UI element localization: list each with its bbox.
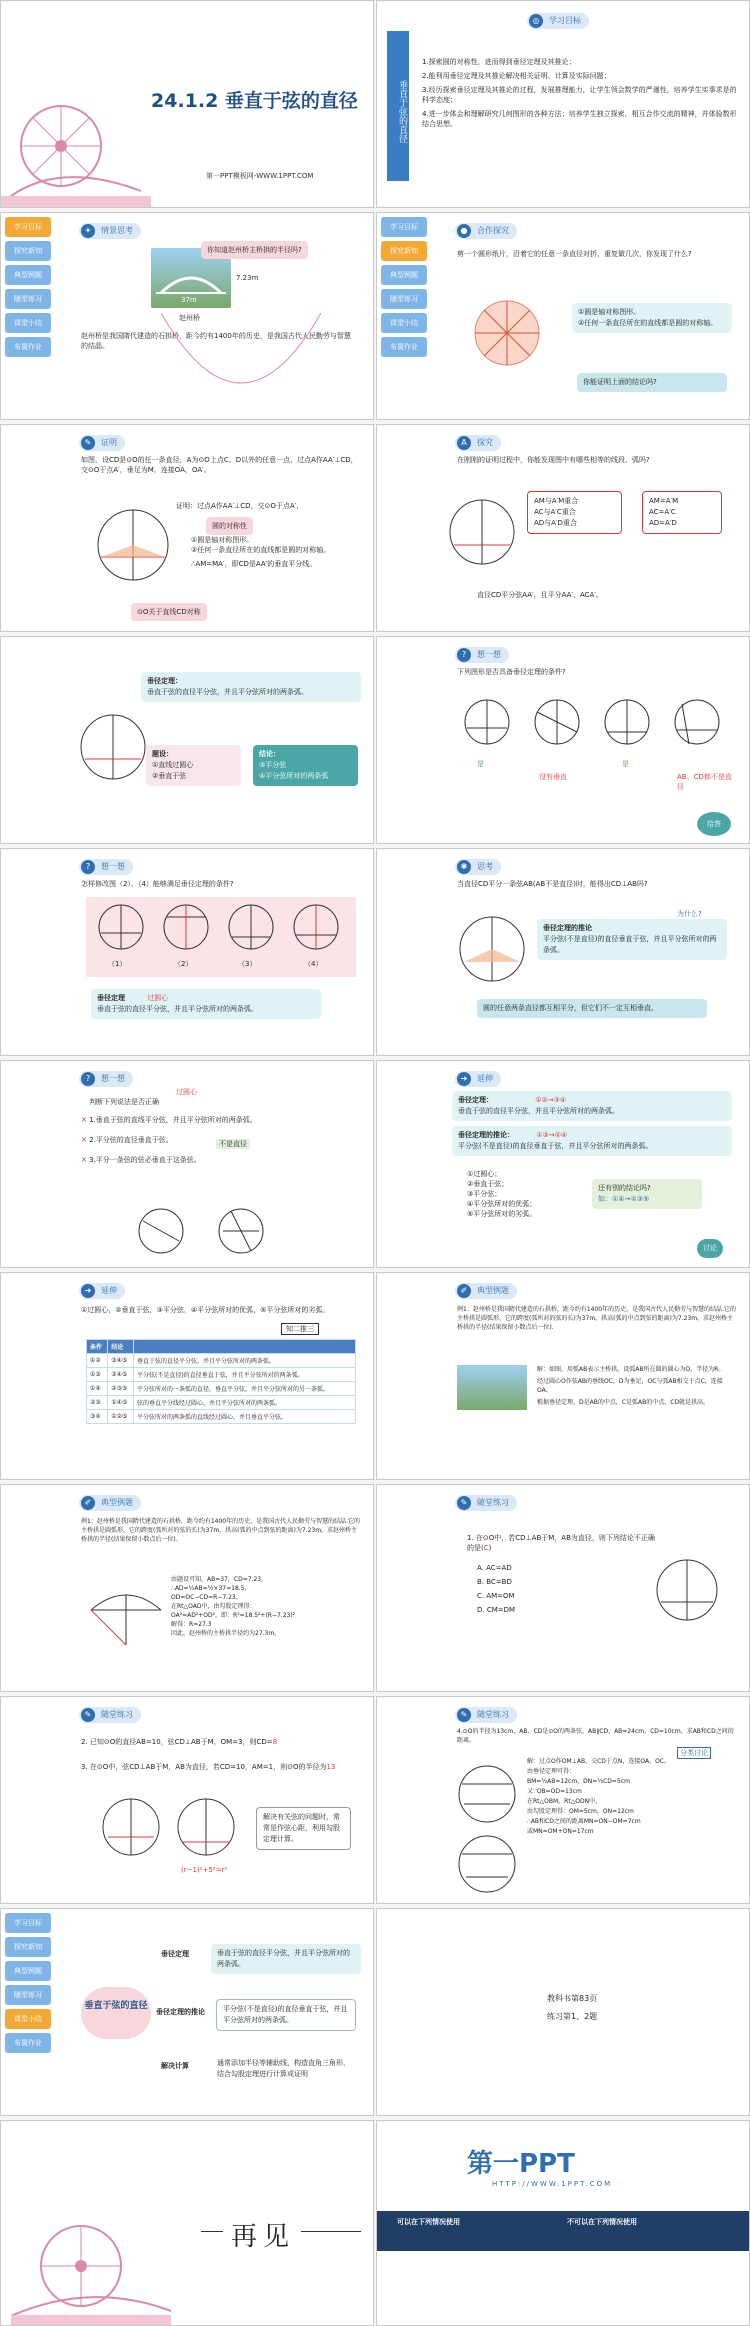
q3-answer: 13 xyxy=(326,1763,336,1771)
slide-14-example[interactable] xyxy=(376,1272,750,1480)
fig-label-4: （4） xyxy=(304,960,323,968)
cond-1: ①直线过圆心 xyxy=(152,761,194,769)
corollary-footer: 圆的任意两条直径都互相平分，但它们不一定互相垂直。 xyxy=(477,999,707,1018)
book-icon: ✐ xyxy=(457,1284,471,1298)
bridge-caption: 赵州桥 xyxy=(179,314,200,322)
extend-t1-tag: ①②→③④ xyxy=(535,1096,567,1104)
conditions-box xyxy=(146,745,241,786)
extend-list-2: ②垂直于弦； xyxy=(467,1180,509,1188)
extend-theorem-1 xyxy=(452,1091,732,1121)
extend-icon: ➜ xyxy=(81,1284,95,1298)
table-row: ①② ③④⑤ 垂直于弦的直径平分弦，并且平分弦所对的两条弧。 xyxy=(87,1354,356,1368)
option-d[interactable]: D. CM=DM xyxy=(477,1606,516,1614)
wrong-mark-icon: ✕ xyxy=(81,1156,87,1164)
theorem-title: 垂径定理： xyxy=(147,677,182,685)
explore-conclusion: 直径CD平分弦AA′，且平分AA′、ACA′。 xyxy=(477,591,603,599)
table-row: ②③ ①④⑤ 弦的垂直平分线经过圆心，并且平分弦所对的两条弧。 xyxy=(87,1396,356,1410)
judge-highlight: 过圆心 xyxy=(176,1088,197,1096)
step-4: 在Rt△OAD中，由勾股定理得： xyxy=(171,1603,256,1610)
slide-21-goodbye[interactable] xyxy=(0,2120,374,2326)
option-b[interactable]: B. BC=BD xyxy=(477,1578,512,1586)
pencil-icon: ✎ xyxy=(457,1496,471,1510)
extend-t1-title: 垂径定理： xyxy=(458,1096,493,1104)
sol-line-2: 由垂径定理可得： xyxy=(527,1768,576,1775)
slide-8-think[interactable] xyxy=(376,636,750,844)
slide-1-title[interactable] xyxy=(0,0,374,208)
goal-badge: ◎ 学习目标 xyxy=(527,13,589,29)
modify-highlight: 过圆心 xyxy=(147,994,169,1002)
reply-tag: 给答 xyxy=(697,812,731,836)
slide-6-explore[interactable] xyxy=(376,424,750,632)
nav-item-summary[interactable]: 课堂小结 xyxy=(381,313,427,333)
extend-list-4: ④平分弦所对的优弧； xyxy=(467,1200,537,1208)
height-label: 7.23m xyxy=(236,274,259,282)
results-box xyxy=(253,745,358,786)
conclusion-table xyxy=(86,1339,356,1424)
table-badge: ➜ 延伸 xyxy=(79,1283,125,1299)
branch-3-title: 解决计算 xyxy=(161,2062,189,2070)
equal-3: AD=A′D xyxy=(649,519,677,527)
practice-badge: ✎ 随堂练习 xyxy=(455,1495,517,1511)
modify-theorem xyxy=(91,989,321,1019)
slide-19-summary[interactable] xyxy=(0,1908,374,2116)
judge-item-2: ✕ 2.平分弦的直径垂直于弦。 xyxy=(81,1136,173,1144)
judge-circles xyxy=(131,1201,281,1261)
nav-item-goals[interactable]: 学习目标 xyxy=(5,217,51,237)
classify-tag: 分类讨论 xyxy=(677,1747,711,1759)
extend-list-5: ⑤平分弦所对的劣弧。 xyxy=(467,1210,537,1218)
equality-list xyxy=(642,491,722,534)
fig-label-3: （3） xyxy=(238,960,257,968)
answer-4: AB、CD都不是直径 xyxy=(677,773,732,791)
practice-answer: C xyxy=(483,1544,489,1552)
step-7: 因此，赵州桥的主桥拱半径约为27.3m。 xyxy=(171,1630,281,1637)
modify-text: 怎样修改图（2）、（4）能够满足垂径定理的条件? xyxy=(81,880,234,888)
practice2-formula: (r−1)²+5²=r² xyxy=(181,1866,228,1874)
finding-1: ①圆是轴对称图形。 xyxy=(578,308,641,316)
homework-line-2: 练习第1、2题 xyxy=(547,2012,598,2021)
example-badge: ✐ 典型例题 xyxy=(455,1283,517,1299)
nav-item-homework[interactable]: 布置作业 xyxy=(5,337,51,357)
nav-item-homework[interactable]: 布置作业 xyxy=(381,337,427,357)
slide-10-corollary[interactable] xyxy=(376,848,750,1056)
not-diameter-tag: 不是直径 xyxy=(216,1139,250,1149)
practice-circle-diagram xyxy=(647,1550,727,1630)
table-head-cond: 条件 xyxy=(87,1340,108,1354)
sol-line-6: 由勾股定理得：OM=5cm，ON=12cm xyxy=(527,1808,634,1815)
nav-item-practice[interactable]: 随堂练习 xyxy=(5,1985,51,2005)
findings-box xyxy=(572,303,732,333)
pencil-icon: ✎ xyxy=(81,1708,95,1722)
sol-line-7: ∴AB和CD之间的距离MN=ON−OM=7cm xyxy=(527,1818,641,1825)
think-badge: ? 想一想 xyxy=(455,647,509,663)
table-row: ③④ ①②⑤ 平分弦所对的两条弧的直线经过圆心，并且垂直平分弦。 xyxy=(87,1410,356,1424)
extend-t2-title: 垂径定理的推论： xyxy=(458,1131,514,1139)
extend-list xyxy=(467,1169,536,1219)
slide-7-theorem[interactable] xyxy=(0,636,374,844)
cond-2: ②垂直于弦 xyxy=(152,772,187,780)
extend-list-1: ①过圆心； xyxy=(467,1170,502,1178)
answer-line-1: 解：如图，用弧AB表示主桥拱，设弧AB所在圆的圆心为O，半径为R。 xyxy=(537,1366,725,1373)
nav-item-explore[interactable]: 探究新知 xyxy=(381,241,427,261)
res-title: 结论： xyxy=(259,750,280,758)
step-6: 解得：R≈27.3 xyxy=(171,1621,212,1628)
site-caption: 第一PPT模板网-WWW.1PPT.COM xyxy=(206,172,314,180)
folded-circle-diagram xyxy=(467,293,547,373)
example-text: 例1：赵州桥是我国隋代建造的石拱桥，距今约有1400年的历史，是我国古代人民勤劳与智慧的结晶.它的主桥拱是圆弧形，它的跨度(弧所对的弦的长)为37m，拱高(弧的中点到弦的距离)为7.23m，求赵州桥主桥拱的半径(结果保留小数点后一位). xyxy=(457,1306,736,1331)
discuss-tag: 讨论 xyxy=(697,1239,723,1258)
goal-2: 2.能利用垂径定理及其推论解决相关证明、计算及实际问题； xyxy=(422,72,611,80)
practice2-q2: 2. 已知⊙O的直径AB=10，弦CD⊥AB于M，OM=3，则CD=8 xyxy=(81,1738,278,1746)
slide-20-homework[interactable] xyxy=(376,1908,750,2116)
practice2-badge: ✎ 随堂练习 xyxy=(79,1707,141,1723)
option-a[interactable]: A. AC=AD xyxy=(477,1564,512,1572)
finding-2: ②任何一条直径所在的直线都是圆的对称轴。 xyxy=(578,319,718,327)
extend-list-3: ③平分弦； xyxy=(467,1190,502,1198)
overlap-1: AM与A′M重合 xyxy=(534,497,579,505)
extend-icon: ➜ xyxy=(457,1072,471,1086)
claim-1: ①圆是轴对称图形。 xyxy=(191,536,254,544)
table-row: ①④ ②③⑤ 平分弦所对的一条弧的直径，垂直平分弦，并且平分弦所对的另一条弧。 xyxy=(87,1382,356,1396)
scenario-text: 赵州桥是我国隋代建造的石拱桥，距今约有1400年的历史，是我国古代人民勤劳与智慧的结晶。 xyxy=(81,332,351,350)
sol-line-4: 又∵OB=OD=13cm xyxy=(527,1788,582,1795)
sol-line-8: 或MN=OM+ON=17cm xyxy=(527,1828,594,1835)
overlap-3: AD与A′D重合 xyxy=(534,519,577,527)
question-icon: ? xyxy=(81,1072,95,1086)
why-label: 为什么? xyxy=(677,910,702,918)
goal-3: 3.经历探索垂径定理及其推论的过程，发展推理能力，让学生领会数学的严谨性，培养学生实事求是的科学态度； xyxy=(422,86,737,104)
slide-18-practice3[interactable] xyxy=(376,1696,750,1904)
divider-left xyxy=(201,2231,223,2232)
step-5: OA²=AD²+OD²，即：R²=18.5²+(R−7.23)² xyxy=(171,1612,296,1619)
extend-t2-body: 平分弦(不是直径)的直径垂直于弦，并且平分弦所对的两条弧。 xyxy=(458,1142,653,1150)
proof-badge: ✎ 证明 xyxy=(79,435,125,451)
nav-item-examples[interactable]: 典型例题 xyxy=(5,265,51,285)
practice2-q3: 3. 在⊙O中，弦CD⊥AB于M，AB为直径，若CD=10，AM=1，则⊙O的半径为13 xyxy=(81,1763,336,1771)
step-2: ∴AD=½AB=½×37=18.5， xyxy=(171,1585,251,1592)
nav-item-homework[interactable]: 布置作业 xyxy=(5,2033,51,2053)
target-icon: ◎ xyxy=(529,14,543,28)
judge-badge: ? 想一想 xyxy=(79,1071,133,1087)
slide-17-practice2[interactable] xyxy=(0,1696,374,1904)
judge-item-3: ✕ 3.平分一条弦的弦必垂直于这条弦。 xyxy=(81,1156,201,1164)
goal-4: 4.进一步体会和理解研究几何图形的各种方法；培养学生独立探索，相互合作交流的精神，并体验数形结合思想。 xyxy=(422,110,737,128)
corollary-box xyxy=(537,919,727,960)
corollary-circle-diagram xyxy=(452,904,532,994)
solution-arc-diagram xyxy=(86,1580,166,1650)
group-icon: ● xyxy=(457,224,471,238)
slide-15-solution[interactable] xyxy=(0,1484,374,1692)
ferris-wheel-illustration xyxy=(1,91,151,208)
slide-5-proof[interactable] xyxy=(0,424,374,632)
explore-text: 在刚刚的证明过程中，你能发现图中有哪些相等的线段、弧吗? xyxy=(457,456,650,464)
goal-1: 1.探索圆的对称性，进而得到垂径定理及其推论； xyxy=(422,58,576,66)
prove-question: 你能证明上面的结论吗? xyxy=(577,373,727,392)
corollary-body: 平分弦(不是直径)的直径垂直于弦，并且平分弦所对的两条弧。 xyxy=(543,935,717,954)
res-2: ④平分弦所对的两条弧 xyxy=(259,772,329,780)
proof-claims xyxy=(191,535,361,569)
nav-item-examples[interactable]: 典型例题 xyxy=(5,1961,51,1981)
practice-options xyxy=(477,1563,515,1615)
example-bridge-photo xyxy=(457,1365,527,1410)
equal-1: AM=A′M xyxy=(649,497,679,505)
question-box: 你知道赵州桥主桥拱的半径吗? xyxy=(201,241,308,259)
table-head-res: 结论 xyxy=(108,1340,134,1354)
claim-2: ②任何一条直径所在的直线都是圆的对称轴。 xyxy=(191,546,331,554)
slide-11-judge[interactable] xyxy=(0,1060,374,1268)
symmetry-note: ⊙O关于直线CD对称 xyxy=(131,603,207,621)
lesson-title: 24.1.2 垂直于弦的直径 xyxy=(151,90,358,112)
summary-center: 垂直于弦的直径 xyxy=(81,1987,151,2039)
four-modified-circles xyxy=(86,897,356,957)
branch-2-text: 平分弦(不是直径)的直径垂直于弦，并且平分弦所对的两条弧。 xyxy=(216,1999,356,2031)
solution-steps xyxy=(171,1575,361,1638)
extend-t2-tag: ①③→②④ xyxy=(536,1131,568,1139)
practice3-circles xyxy=(452,1759,522,1899)
modify-badge: ? 想一想 xyxy=(79,859,133,875)
branch-3-text: 通常添加半径等辅助线，构造直角三角形，结合勾股定理进行计算或证明 xyxy=(211,2054,361,2084)
goodbye-ferris-wheel xyxy=(11,2211,171,2326)
answer-3: 是 xyxy=(622,760,629,768)
span-label: 37m xyxy=(181,296,197,304)
practice3-badge: ✎ 随堂练习 xyxy=(455,1707,517,1723)
side-nav xyxy=(5,1913,51,2057)
nav-item-goals[interactable]: 学习目标 xyxy=(381,217,427,237)
question-icon: ? xyxy=(457,648,471,662)
nav-item-goals[interactable]: 学习目标 xyxy=(5,1913,51,1933)
table-list: ①过圆心，②垂直于弦，③平分弦，④平分弦所对的优弧，⑤平分弦所对的劣弧。 xyxy=(81,1306,330,1314)
modify-theorem-body: 垂直于弦的直径平分弦，并且平分弦所对的两条弧。 xyxy=(97,1005,258,1013)
explore-circle-diagram xyxy=(442,487,522,577)
practice2-note: 解决有关弦的问题时，常常是作弦心距，利用勾股定理计算。 xyxy=(256,1807,351,1850)
corollary-badge: ✱ 思考 xyxy=(455,859,501,875)
solution-badge: ✐ 典型例题 xyxy=(79,1495,141,1511)
question-icon: ? xyxy=(81,860,95,874)
example-answer xyxy=(537,1365,737,1407)
practice3-solution xyxy=(527,1757,737,1837)
cond-title: 题设： xyxy=(152,750,173,758)
slide-3-scenario[interactable] xyxy=(0,212,374,420)
equal-2: AC=A′C xyxy=(649,508,676,516)
bulb-icon: ✦ xyxy=(81,224,95,238)
res-1: ③平分弦 xyxy=(259,761,287,769)
nav-item-summary[interactable]: 课堂小结 xyxy=(5,313,51,333)
homework-line-1: 教科书第83页 xyxy=(547,1994,598,2003)
slide-13-table[interactable] xyxy=(0,1272,374,1480)
nav-item-practice[interactable]: 随堂练习 xyxy=(5,289,51,309)
slide-4-cooperate[interactable] xyxy=(376,212,750,420)
overlap-2: AC与A′C重合 xyxy=(534,508,576,516)
theorem-box xyxy=(141,672,361,702)
nav-item-explore[interactable]: 探究新知 xyxy=(5,1937,51,1957)
branch-1-title: 垂径定理 xyxy=(161,1950,189,1958)
sol-line-3: BM=½AB=12cm，DN=½CD=5cm xyxy=(527,1778,630,1785)
step-1: 由题设可知，AB=37，CD=7.23， xyxy=(171,1576,268,1583)
theorem-circle-diagram xyxy=(73,697,153,797)
modify-diagrams xyxy=(86,897,356,977)
answer-line-3: 根据垂径定理，D是AB的中点，C是弧AB的中点，CD就是拱高。 xyxy=(537,1399,710,1406)
sol-line-5: 在Rt△OBM，Rt△ODN中， xyxy=(527,1798,602,1805)
table-row: ①③ ②④⑤ 平分弦(不是直径)的直径垂直于弦，并且平分弦所对的两条弧。 xyxy=(87,1368,356,1382)
goodbye-text: 再见 xyxy=(231,2222,296,2252)
goal-list xyxy=(422,57,742,129)
claim-3: ∴AM=MA′，即CD是AA′的垂直平分线。 xyxy=(191,560,317,568)
nav-item-summary[interactable]: 课堂小结 xyxy=(5,2009,51,2029)
slide-12-extend[interactable] xyxy=(376,1060,750,1268)
practice-question: 1. 在⊙O中，若CD⊥AB于M，AB为直径，则下列结论不正确的是(C) xyxy=(467,1534,655,1552)
slide-16-practice[interactable] xyxy=(376,1484,750,1692)
solution-text: 例1：赵州桥是我国隋代建造的石拱桥，距今约有1400年的历史，是我国古代人民勤劳与智慧的结晶.它的主桥拱是圆弧形，它的跨度(弧所对的弦的长)为37m，拱高(弧的中点到弦的距离)为7.23m，求赵州桥主桥拱的半径(结果保留小数点后一位). xyxy=(81,1518,360,1543)
brand-url: HTTP://WWW.1PPT.COM xyxy=(492,2180,613,2188)
license-band xyxy=(377,2211,750,2251)
fig-label-1: （1） xyxy=(108,960,127,968)
vertical-title: 垂直于弦的直径 xyxy=(387,31,409,181)
wrong-mark-icon: ✕ xyxy=(81,1136,87,1144)
proof-step: 证明：过点A作AA′⊥CD，交⊙O于点A′， xyxy=(176,502,304,510)
wrong-mark-icon: ✕ xyxy=(81,1116,87,1124)
proof-text: 如图，设CD是⊙O的任一条直径，A为⊙O上点C、D以外的任意一点，过点A作AA′⊥CD，交⊙O于点A′，垂足为M，连接OA，OA′。 xyxy=(81,456,358,474)
corollary-title: 垂径定理的推论 xyxy=(543,924,592,932)
know-two-tag: 知二推三 xyxy=(281,1323,319,1335)
modify-theorem-title: 垂径定理 xyxy=(97,994,125,1002)
extend-t1-body: 垂直于弦的直径平分弦，并且平分弦所对的两条弧。 xyxy=(458,1107,619,1115)
practice3-question: 4.⊙O的半径为13cm，AB、CD是⊙O的两条弦，AB∥CD，AB=24cm，CD=10cm，求AB和CD之间的距离。 xyxy=(457,1728,734,1744)
judge-text: 判断下列说法是否正确 xyxy=(89,1098,159,1106)
book-icon: ✐ xyxy=(81,1496,95,1510)
thought-icon: ✱ xyxy=(457,860,471,874)
nav-item-practice[interactable]: 随堂练习 xyxy=(381,289,427,309)
side-nav xyxy=(381,217,427,361)
arch-outline xyxy=(161,313,321,413)
four-circles-diagram xyxy=(457,692,737,752)
answer-line-2: 经过圆心O作弦AB的垂线OC，D为垂足，OC与弧AB相交于点C，连接OA。 xyxy=(537,1378,723,1394)
license-col-2: 不可以在下列情况使用 xyxy=(567,2218,637,2226)
q2-answer: 8 xyxy=(272,1738,278,1746)
extend-q: 还有别的结论吗? xyxy=(598,1184,651,1192)
branch-2-title: 垂径定理的推论 xyxy=(156,2008,205,2016)
magnifier-icon: A xyxy=(457,436,471,450)
nav-item-examples[interactable]: 典型例题 xyxy=(381,265,427,285)
option-c[interactable]: C. AM=OM xyxy=(477,1592,515,1600)
extend-badge: ➜ 延伸 xyxy=(455,1071,501,1087)
pencil-icon: ✎ xyxy=(81,436,95,450)
proof-circle-diagram xyxy=(86,495,181,595)
pencil-icon: ✎ xyxy=(457,1708,471,1722)
license-col-1: 可以在下列情况使用 xyxy=(397,2218,460,2226)
slide-2-goals[interactable] xyxy=(376,0,750,208)
nav-item-explore[interactable]: 探究新知 xyxy=(5,241,51,261)
cooperate-text: 剪一个圆形纸片，沿着它的任意一条直径对折，重复做几次，你发现了什么? xyxy=(457,250,692,258)
extend-answer: 如：①④→②③⑤ xyxy=(598,1195,650,1203)
explore-badge: A 探究 xyxy=(455,435,501,451)
answer-2: 没有垂直 xyxy=(539,773,567,781)
think-text: 下列图形是否具备垂径定理的条件? xyxy=(457,668,566,676)
extend-question xyxy=(592,1179,702,1209)
answer-1: 是 xyxy=(477,760,484,768)
extend-theorem-2 xyxy=(452,1126,732,1156)
cooperate-badge: ● 合作探究 xyxy=(455,223,517,239)
practice2-circles xyxy=(96,1792,246,1862)
brand-logo: 第一PPT xyxy=(467,2149,575,2179)
branch-1-text: 垂直于弦的直径平分弦，并且平分弦所对的两条弧。 xyxy=(211,1944,361,1974)
slide-9-modify[interactable] xyxy=(0,848,374,1056)
theorem-body: 垂直于弦的直径平分弦，并且平分弦所对的两条弧。 xyxy=(147,688,308,696)
scenario-badge: ✦ 情景思考 xyxy=(79,223,141,239)
divider-right xyxy=(301,2231,361,2232)
slide-22-brand[interactable] xyxy=(376,2120,750,2326)
overlap-list xyxy=(527,491,622,534)
corollary-text: 当直径CD平分一条弦AB(AB不是直径)时，能得出CD⊥AB吗? xyxy=(457,880,648,888)
symmetry-tag: 圆的对称性 xyxy=(206,517,253,535)
side-nav xyxy=(5,217,51,361)
judge-item-1: ✕ 1.垂直于弦的直线平分弦，并且平分弦所对的两条弧。 xyxy=(81,1116,257,1124)
sol-line-1: 解：过点O作OM⊥AB，交CD于点N，连接OA、OC。 xyxy=(527,1758,671,1765)
step-3: OD=OC−CD=R−7.23。 xyxy=(171,1594,242,1601)
fig-label-2: （2） xyxy=(174,960,193,968)
